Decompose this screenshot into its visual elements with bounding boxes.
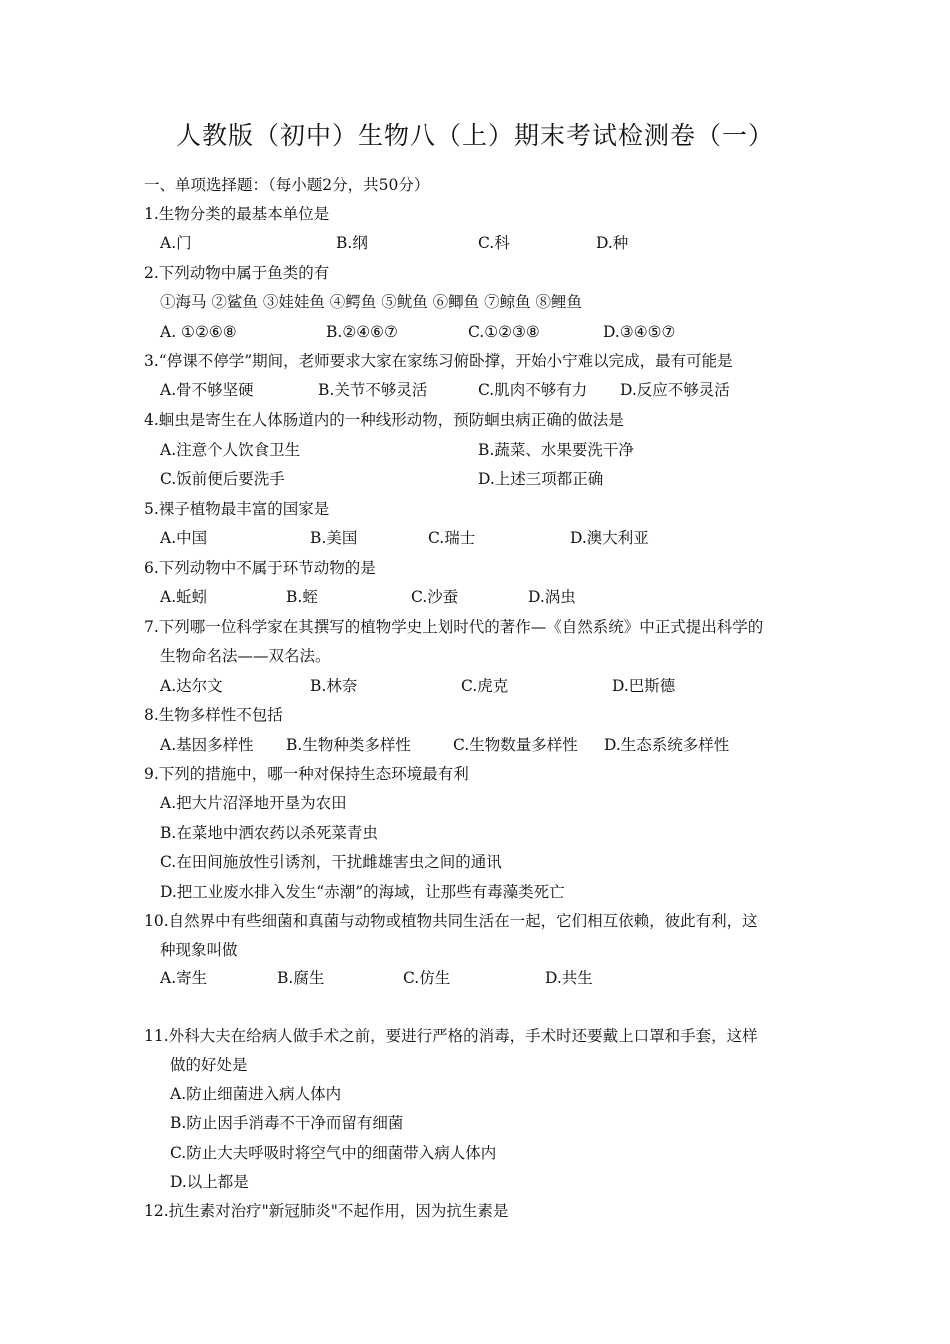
question-stem-continued: 种现象叫做 xyxy=(160,941,238,959)
option-d: D.③④⑤⑦ xyxy=(603,323,676,341)
question-stem: 11.外科大夫在给病人做手术之前，要进行严格的消毒，手术时还要戴上口罩和手套，这样 xyxy=(144,1027,758,1045)
option-d: D.反应不够灵活 xyxy=(620,381,730,399)
option-b: B.蔬菜、水果要洗干净 xyxy=(478,441,634,459)
option-c: C.科 xyxy=(478,234,510,252)
question-stem: 9.下列的措施中，哪一种对保持生态环境最有利 xyxy=(144,765,469,783)
question-stem-continued: 做的好处是 xyxy=(170,1056,248,1074)
question-stem: 1.生物分类的最基本单位是 xyxy=(144,205,330,223)
option-a: A.门 xyxy=(160,234,192,252)
option-b: B.防止因手消毒不干净而留有细菌 xyxy=(170,1114,404,1132)
question-stem: 2.下列动物中属于鱼类的有 xyxy=(144,264,330,282)
option-c: C.生物数量多样性 xyxy=(453,736,578,754)
section-heading: 一、单项选择题：（每小题2分，共50分） xyxy=(144,176,430,194)
option-a: A.达尔文 xyxy=(160,677,223,695)
option-b: B.②④⑥⑦ xyxy=(326,323,398,341)
question-stem: 10.自然界中有些细菌和真菌与动物或植物共同生活在一起，它们相互依赖，彼此有利，这 xyxy=(144,912,758,930)
option-b: B.在菜地中洒农药以杀死菜青虫 xyxy=(160,824,378,842)
question-stem: 6.下列动物中不属于环节动物的是 xyxy=(144,559,376,577)
option-a: A.基因多样性 xyxy=(160,736,254,754)
exam-title: 人教版（初中）生物八（上）期末考试检测卷（一） xyxy=(175,121,774,150)
option-c: C.①②③⑧ xyxy=(468,323,540,341)
question-stem: 7.下列哪一位科学家在其撰写的植物学史上划时代的著作—《自然系统》中正式提出科学的 xyxy=(144,618,764,636)
option-c: C.虎克 xyxy=(461,677,509,695)
option-a: A.防止细菌进入病人体内 xyxy=(170,1085,342,1103)
option-a: A. ①②⑥⑧ xyxy=(160,323,237,341)
option-c: C.饭前便后要洗手 xyxy=(160,470,285,488)
question-stem: 3.“停课不停学”期间，老师要求大家在家练习俯卧撑，开始小宁难以完成，最有可能是 xyxy=(144,352,733,370)
question-stem: 8.生物多样性不包括 xyxy=(144,706,283,724)
option-c: C.防止大夫呼吸时将空气中的细菌带入病人体内 xyxy=(170,1144,497,1162)
option-d: D.共生 xyxy=(545,969,593,987)
option-b: B.关节不够灵活 xyxy=(318,381,428,399)
option-d: D.上述三项都正确 xyxy=(478,470,604,488)
option-a: A.蚯蚓 xyxy=(160,588,208,606)
option-d: D.把工业废水排入发生“赤潮”的海域，让那些有毒藻类死亡 xyxy=(160,883,565,901)
option-d: D.种 xyxy=(596,234,629,252)
option-c: C.沙蚕 xyxy=(411,588,459,606)
option-b: B.林奈 xyxy=(310,677,358,695)
option-d: D.澳大利亚 xyxy=(570,529,649,547)
option-c: C.在田间施放性引诱剂，干扰雌雄害虫之间的通讯 xyxy=(160,853,502,871)
option-b: B.生物种类多样性 xyxy=(286,736,411,754)
option-c: C.瑞士 xyxy=(428,529,476,547)
option-d: D.生态系统多样性 xyxy=(604,736,730,754)
option-b: B.纲 xyxy=(336,234,368,252)
option-a: A.骨不够坚硬 xyxy=(160,381,254,399)
option-b: B.美国 xyxy=(310,529,358,547)
option-c: C.肌肉不够有力 xyxy=(478,381,588,399)
option-a: A.把大片沼泽地开垦为农田 xyxy=(160,794,347,812)
option-d: D.以上都是 xyxy=(170,1173,249,1191)
option-a: A.寄生 xyxy=(160,969,208,987)
option-d: D.巴斯德 xyxy=(612,677,676,695)
option-c: C.仿生 xyxy=(403,969,451,987)
option-d: D.涡虫 xyxy=(528,588,576,606)
option-b: B.腐生 xyxy=(277,969,325,987)
option-b: B.蛭 xyxy=(286,588,318,606)
question-items: ①海马 ②鲨鱼 ③娃娃鱼 ④鳄鱼 ⑤鱿鱼 ⑥鲫鱼 ⑦鲸鱼 ⑧鲤鱼 xyxy=(160,293,582,311)
question-stem-continued: 生物命名法——双名法。 xyxy=(160,647,331,665)
question-stem: 12.抗生素对治疗"新冠肺炎"不起作用，因为抗生素是 xyxy=(144,1202,509,1220)
question-stem: 5.裸子植物最丰富的国家是 xyxy=(144,500,330,518)
option-a: A.注意个人饮食卫生 xyxy=(160,441,301,459)
question-stem: 4.蛔虫是寄生在人体肠道内的一种线形动物，预防蛔虫病正确的做法是 xyxy=(144,411,624,429)
option-a: A.中国 xyxy=(160,529,208,547)
